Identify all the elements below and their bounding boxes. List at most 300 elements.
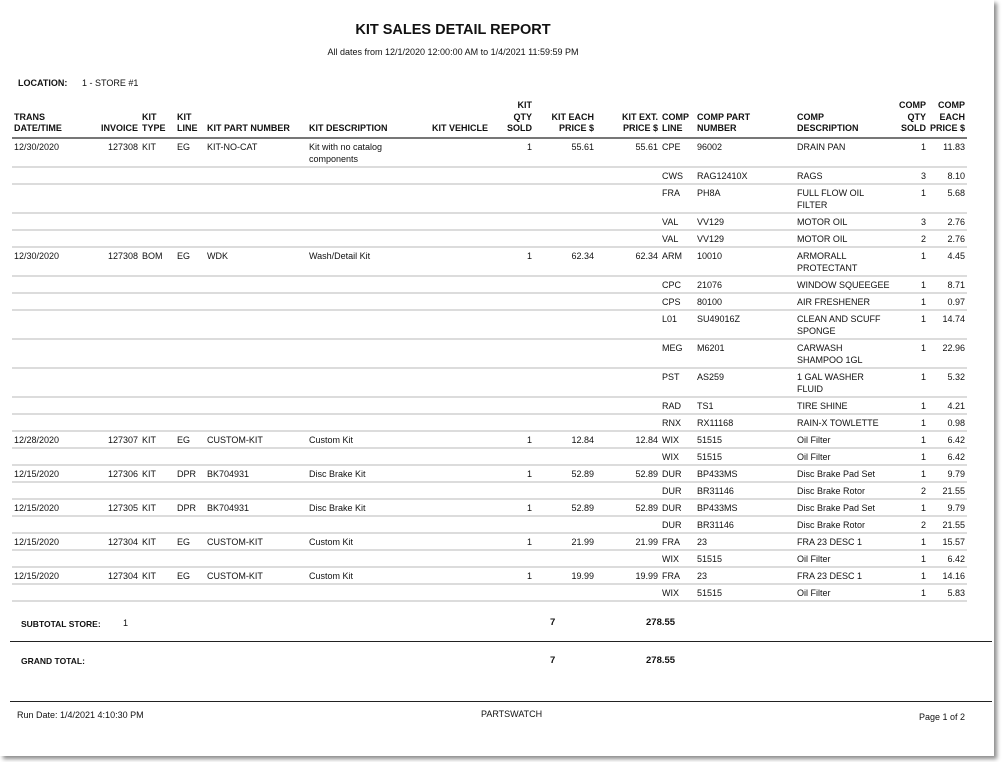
table-cell: RX11168 (695, 414, 795, 431)
table-cell: Oil Filter (795, 448, 892, 465)
table-cell: 0.97 (928, 293, 967, 310)
table-cell: 12/15/2020 (12, 533, 96, 550)
table-cell: FRA 23 DESC 1 (795, 567, 892, 584)
table-cell: 51515 (695, 431, 795, 448)
table-cell: 21076 (695, 276, 795, 293)
table-cell: Disc Brake Rotor (795, 482, 892, 499)
table-cell: CWS (660, 167, 695, 184)
table-cell: 1 (496, 247, 534, 276)
table-cell: CUSTOM-KIT (205, 431, 307, 448)
table-cell (307, 550, 430, 567)
table-cell: PH8A (695, 184, 795, 213)
table-cell: 6.42 (928, 431, 967, 448)
table-cell (496, 230, 534, 247)
table-cell: 1 (892, 414, 928, 431)
report-title: KIT SALES DETAIL REPORT (355, 22, 551, 38)
table-cell (12, 368, 96, 397)
table-cell (430, 167, 496, 184)
table-cell (430, 293, 496, 310)
table-row (12, 184, 967, 213)
column-header-line: QTY (513, 111, 532, 122)
table-cell (496, 276, 534, 293)
table-cell: 21.99 (534, 533, 596, 550)
table-cell: 1 (892, 584, 928, 601)
table-row (12, 516, 967, 533)
column-header (534, 100, 596, 138)
table-cell (175, 448, 205, 465)
column-header-line: QTY (907, 111, 926, 122)
column-header-line: PRICE $ (622, 123, 658, 133)
table-cell (534, 230, 596, 247)
table-cell: 1 (892, 184, 928, 213)
table-cell: 52.89 (596, 465, 660, 482)
table-cell: 5.83 (928, 584, 967, 601)
table-cell (175, 482, 205, 499)
table-cell: 12/30/2020 (12, 247, 96, 276)
table-cell (596, 516, 660, 533)
table-cell: KIT (140, 533, 175, 550)
column-header (660, 100, 695, 138)
table-cell (534, 339, 596, 368)
table-cell: FRA (660, 533, 695, 550)
column-header (928, 100, 967, 138)
table-cell: 3 (892, 213, 928, 230)
table-cell (307, 368, 430, 397)
table-cell: CPC (660, 276, 695, 293)
table-cell (430, 230, 496, 247)
brand-name: PARTSWATCH (481, 709, 543, 719)
column-header-line: KIT DESCRIPTION (309, 123, 388, 133)
column-header-line: SOLD (900, 123, 926, 133)
table-cell (175, 397, 205, 414)
table-cell (534, 368, 596, 397)
table-cell: Oil Filter (795, 550, 892, 567)
table-cell: 8.10 (928, 167, 967, 184)
table-cell: WIX (660, 584, 695, 601)
table-cell (175, 414, 205, 431)
table-cell: EG (175, 431, 205, 448)
table-cell: EG (175, 533, 205, 550)
table-cell: RAD (660, 397, 695, 414)
table-cell: KIT (140, 465, 175, 482)
table-row (12, 167, 967, 184)
table-cell: 15.57 (928, 533, 967, 550)
table-cell (12, 230, 96, 247)
table-cell (12, 184, 96, 213)
table-cell (496, 414, 534, 431)
table-cell (534, 167, 596, 184)
table-cell: VAL (660, 230, 695, 247)
table-cell: DUR (660, 516, 695, 533)
table-cell (140, 397, 175, 414)
table-cell: 1 (892, 293, 928, 310)
column-header (496, 100, 534, 138)
table-cell: Disc Brake Pad Set (795, 499, 892, 516)
table-cell: 52.89 (534, 465, 596, 482)
table-cell: EG (175, 138, 205, 167)
table-cell (140, 414, 175, 431)
table-cell: BP433MS (695, 465, 795, 482)
table-cell (430, 414, 496, 431)
column-header (795, 100, 892, 138)
table-cell (496, 293, 534, 310)
table-cell (307, 167, 430, 184)
table-cell (175, 584, 205, 601)
table-cell (96, 368, 140, 397)
grand-total-qty: 7 (550, 655, 556, 666)
table-cell (96, 339, 140, 368)
table-cell: CUSTOM-KIT (205, 533, 307, 550)
table-cell (205, 550, 307, 567)
footer-divider (10, 701, 992, 702)
report-date-range: All dates from 12/1/2020 12:00:00 AM to 1/4/2021 11:59:59 PM (327, 47, 579, 57)
table-cell: 1 (892, 397, 928, 414)
table-cell: KIT-NO-CAT (205, 138, 307, 167)
table-cell (596, 276, 660, 293)
table-cell (96, 584, 140, 601)
table-cell (534, 516, 596, 533)
table-cell (596, 167, 660, 184)
table-cell (496, 482, 534, 499)
table-cell: Custom Kit (307, 567, 430, 584)
column-header-line: COMP (662, 111, 689, 122)
table-cell: DPR (175, 499, 205, 516)
column-header-line: INVOICE (100, 123, 138, 133)
table-cell: TIRE SHINE (795, 397, 892, 414)
table-cell: 51515 (695, 448, 795, 465)
table-cell: 1 (892, 339, 928, 368)
table-cell (534, 584, 596, 601)
table-cell: 1 (892, 465, 928, 482)
table-cell (596, 482, 660, 499)
table-cell: CUSTOM-KIT (205, 567, 307, 584)
table-cell: WINDOW SQUEEGEE (795, 276, 892, 293)
table-cell: 127308 (96, 138, 140, 167)
table-cell: RNX (660, 414, 695, 431)
table-cell: 1 (496, 431, 534, 448)
column-header (140, 100, 175, 138)
table-row (12, 276, 967, 293)
column-header-line: KIT EACH (551, 111, 594, 122)
page-number: Page 1 of 2 (919, 712, 966, 722)
table-cell: MEG (660, 339, 695, 368)
table-cell: 21.55 (928, 516, 967, 533)
table-cell (430, 368, 496, 397)
table-cell (430, 516, 496, 533)
table-cell (496, 550, 534, 567)
subtotal-qty: 7 (550, 617, 556, 628)
table-cell (140, 310, 175, 339)
table-cell: 12/30/2020 (12, 138, 96, 167)
table-cell (140, 293, 175, 310)
table-cell (496, 167, 534, 184)
table-cell: AS259 (695, 368, 795, 397)
table-cell (307, 482, 430, 499)
table-cell (596, 448, 660, 465)
table-cell (205, 482, 307, 499)
table-cell (12, 550, 96, 567)
table-cell (205, 276, 307, 293)
table-cell (596, 213, 660, 230)
table-cell: 55.61 (596, 138, 660, 167)
table-cell: 62.34 (534, 247, 596, 276)
table-cell: 12.84 (534, 431, 596, 448)
table-cell (430, 465, 496, 482)
table-cell: DUR (660, 499, 695, 516)
table-cell: BP433MS (695, 499, 795, 516)
table-cell (205, 167, 307, 184)
table-cell (96, 482, 140, 499)
table-cell (140, 584, 175, 601)
table-cell: Disc Brake Rotor (795, 516, 892, 533)
table-header (12, 100, 967, 138)
table-cell (430, 247, 496, 276)
divider (10, 641, 992, 642)
table-cell: 1 GAL WASHER FLUID (795, 368, 892, 397)
table-cell: 1 (892, 247, 928, 276)
table-row (12, 431, 967, 448)
table-cell: Disc Brake Kit (307, 499, 430, 516)
table-cell (96, 448, 140, 465)
table-cell: 12/15/2020 (12, 499, 96, 516)
table-cell: 51515 (695, 550, 795, 567)
table-cell (96, 184, 140, 213)
table-cell: 23 (695, 533, 795, 550)
table-cell: 5.68 (928, 184, 967, 213)
table-cell (430, 310, 496, 339)
column-header (596, 100, 660, 138)
table-cell (205, 516, 307, 533)
table-cell: RAG12410X (695, 167, 795, 184)
table-cell: KIT (140, 431, 175, 448)
table-row (12, 339, 967, 368)
table-cell (307, 397, 430, 414)
table-cell: 5.32 (928, 368, 967, 397)
column-header-line: KIT (142, 111, 157, 122)
table-cell: WIX (660, 448, 695, 465)
column-header-line: KIT (177, 111, 192, 122)
table-cell: Disc Brake Kit (307, 465, 430, 482)
table-cell (496, 339, 534, 368)
table-cell (12, 482, 96, 499)
table-cell: 1 (496, 533, 534, 550)
table-cell: 3 (892, 167, 928, 184)
table-cell (596, 310, 660, 339)
table-cell (307, 339, 430, 368)
table-row (12, 482, 967, 499)
table-cell (140, 516, 175, 533)
column-header-line: COMP (938, 100, 965, 110)
table-cell (596, 397, 660, 414)
table-cell: 127306 (96, 465, 140, 482)
table-row (12, 310, 967, 339)
table-cell: 127307 (96, 431, 140, 448)
table-cell: ARMORALL PROTECTANT (795, 247, 892, 276)
table-cell: 1 (496, 138, 534, 167)
table-cell (430, 184, 496, 213)
table-cell: WIX (660, 431, 695, 448)
table-cell (175, 293, 205, 310)
table-cell (96, 167, 140, 184)
table-cell (307, 310, 430, 339)
table-cell (596, 339, 660, 368)
table-cell: FRA (660, 567, 695, 584)
table-cell (430, 499, 496, 516)
table-cell: 1 (892, 138, 928, 167)
column-header-line: PRICE $ (930, 123, 966, 133)
table-cell (307, 414, 430, 431)
table-cell (534, 213, 596, 230)
table-cell (175, 339, 205, 368)
column-header (205, 100, 307, 138)
table-cell (496, 368, 534, 397)
table-cell: DUR (660, 465, 695, 482)
table-cell: 6.42 (928, 448, 967, 465)
table-cell (205, 310, 307, 339)
table-cell (596, 230, 660, 247)
table-cell (175, 213, 205, 230)
table-cell (96, 310, 140, 339)
table-cell (596, 184, 660, 213)
table-cell: CARWASH SHAMPOO 1GL (795, 339, 892, 368)
table-cell (534, 414, 596, 431)
table-cell (205, 184, 307, 213)
table-cell (140, 230, 175, 247)
table-cell (205, 414, 307, 431)
table-cell: FULL FLOW OIL FILTER (795, 184, 892, 213)
table-cell: RAGS (795, 167, 892, 184)
table-cell: Disc Brake Pad Set (795, 465, 892, 482)
table-row (12, 247, 967, 276)
table-cell (96, 213, 140, 230)
table-cell (205, 293, 307, 310)
table-cell: DUR (660, 482, 695, 499)
table-cell (496, 516, 534, 533)
column-header-line: TRANS (14, 111, 45, 122)
table-cell: DPR (175, 465, 205, 482)
table-cell: BK704931 (205, 499, 307, 516)
table-cell (140, 482, 175, 499)
table-cell (496, 184, 534, 213)
table-cell: Custom Kit (307, 431, 430, 448)
table-cell (307, 213, 430, 230)
table-cell (596, 584, 660, 601)
table-cell: 52.89 (534, 499, 596, 516)
table-cell: KIT (140, 138, 175, 167)
subtotal-ext-price: 278.55 (646, 617, 676, 628)
table-cell (175, 550, 205, 567)
column-header (307, 100, 430, 138)
table-cell (430, 138, 496, 167)
table-cell (140, 184, 175, 213)
column-header (96, 100, 140, 138)
table-row (12, 414, 967, 431)
location-value: 1 - STORE #1 (82, 78, 139, 88)
table-cell (430, 276, 496, 293)
table-cell: TS1 (695, 397, 795, 414)
table-cell: 12/15/2020 (12, 567, 96, 584)
table-cell (307, 293, 430, 310)
table-cell (12, 167, 96, 184)
table-cell: BOM (140, 247, 175, 276)
table-cell (175, 368, 205, 397)
column-header-line: KIT EXT. (621, 111, 658, 122)
table-cell: 127305 (96, 499, 140, 516)
table-cell: 52.89 (596, 499, 660, 516)
table-cell: 12/28/2020 (12, 431, 96, 448)
table-row (12, 465, 967, 482)
table-cell: 12.84 (596, 431, 660, 448)
table-cell (205, 397, 307, 414)
table-row (12, 368, 967, 397)
grand-total-label: GRAND TOTAL: (21, 656, 85, 666)
table-cell: 51515 (695, 584, 795, 601)
table-cell: MOTOR OIL (795, 230, 892, 247)
table-cell: Kit with no catalog components (307, 138, 430, 167)
table-cell: EG (175, 247, 205, 276)
table-cell (596, 414, 660, 431)
table-cell: 2 (892, 230, 928, 247)
table-cell: 1 (892, 533, 928, 550)
table-row (12, 293, 967, 310)
table-cell (596, 550, 660, 567)
table-cell: VV129 (695, 213, 795, 230)
table-cell: 10010 (695, 247, 795, 276)
table-cell: VV129 (695, 230, 795, 247)
table-cell (205, 230, 307, 247)
table-cell: BR31146 (695, 482, 795, 499)
table-cell: BK704931 (205, 465, 307, 482)
run-date: Run Date: 1/4/2021 4:10:30 PM (17, 710, 144, 720)
table-cell (96, 397, 140, 414)
column-header-line: DATE/TIME (14, 123, 62, 133)
table-cell (534, 293, 596, 310)
table-cell: Oil Filter (795, 431, 892, 448)
table-cell (96, 414, 140, 431)
column-header (175, 100, 205, 138)
table-cell: 4.21 (928, 397, 967, 414)
table-cell (534, 184, 596, 213)
table-cell: ARM (660, 247, 695, 276)
subtotal-store: 1 (123, 618, 129, 628)
table-cell (205, 339, 307, 368)
table-cell: 2 (892, 482, 928, 499)
table-cell: 1 (892, 310, 928, 339)
table-cell: 1 (892, 431, 928, 448)
table-cell: 1 (496, 465, 534, 482)
table-cell (12, 310, 96, 339)
table-cell: 1 (496, 499, 534, 516)
table-cell (307, 230, 430, 247)
table-cell (430, 431, 496, 448)
location-label: LOCATION: (18, 78, 68, 88)
table-row (12, 138, 967, 167)
table-cell: M6201 (695, 339, 795, 368)
table-cell: RAIN-X TOWLETTE (795, 414, 892, 431)
table-row (12, 533, 967, 550)
column-header (892, 100, 928, 138)
table-cell (175, 310, 205, 339)
table-cell (534, 397, 596, 414)
table-cell: 8.71 (928, 276, 967, 293)
table-cell: CPS (660, 293, 695, 310)
table-cell: 4.45 (928, 247, 967, 276)
table-cell (430, 567, 496, 584)
table-cell: L01 (660, 310, 695, 339)
table-cell (12, 339, 96, 368)
column-header (430, 100, 496, 138)
table-cell: WIX (660, 550, 695, 567)
